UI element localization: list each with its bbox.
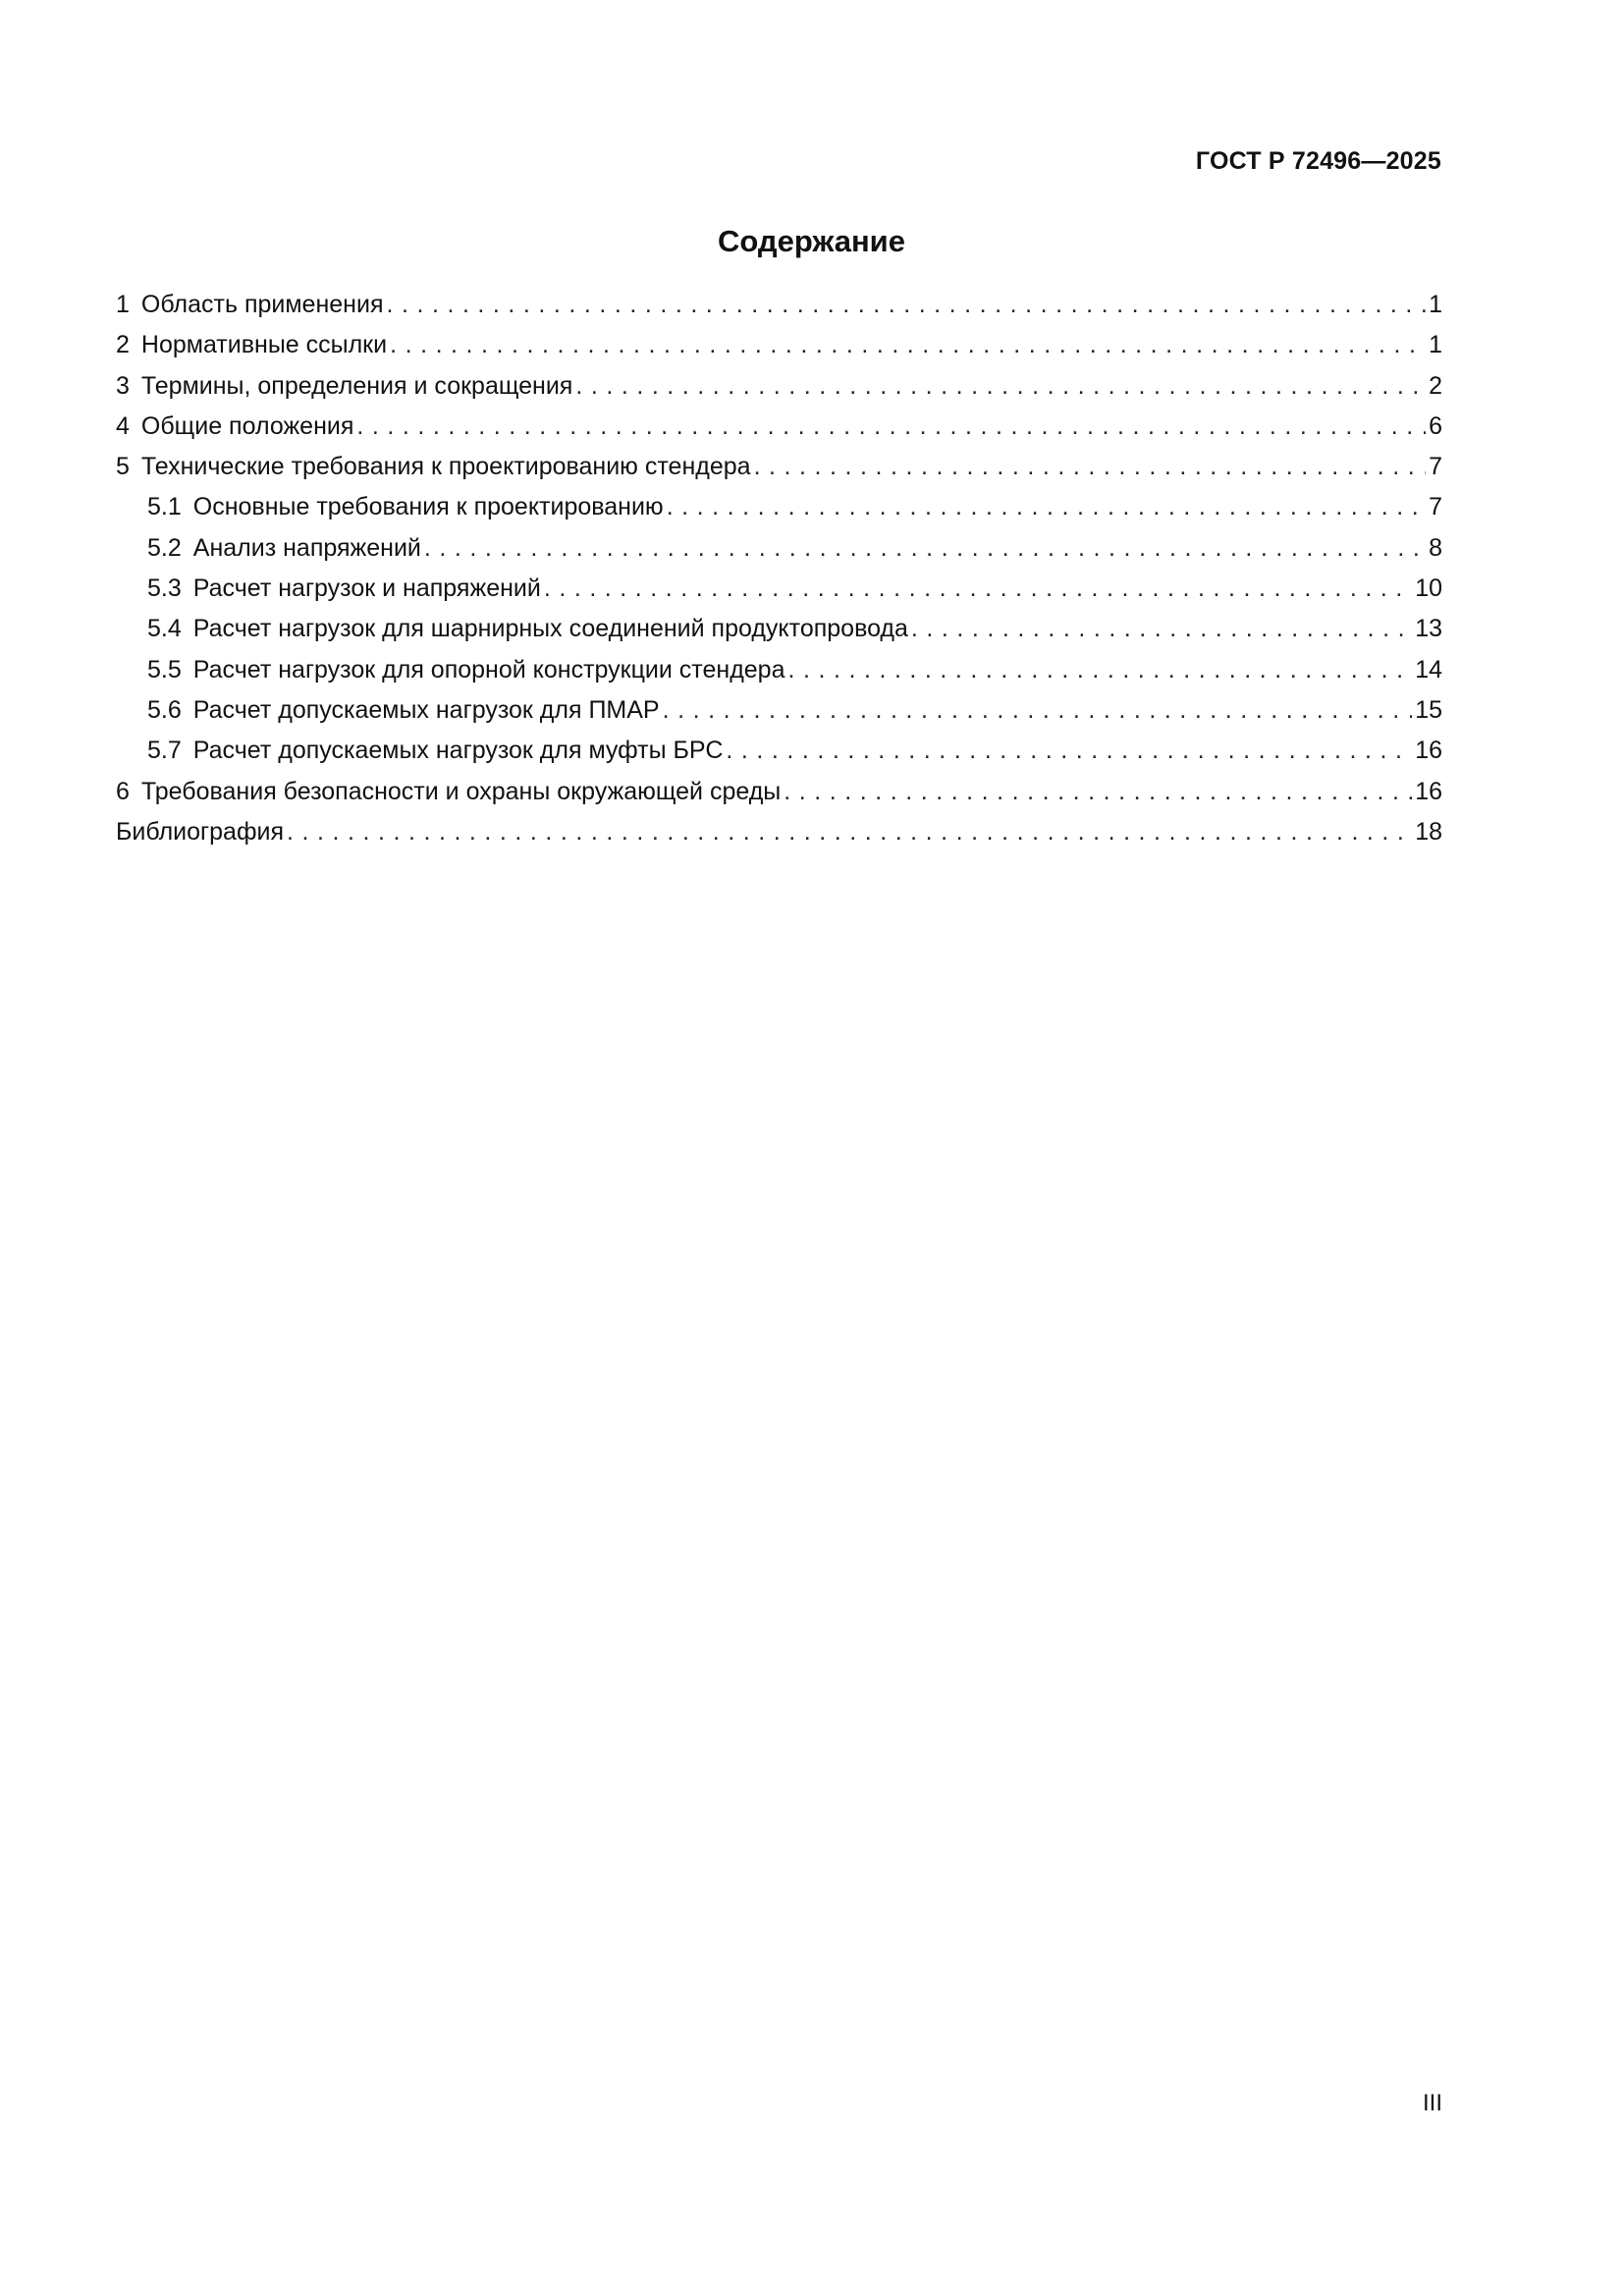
toc-entry-title: Расчет допускаемых нагрузок для ПМАР	[192, 695, 660, 724]
toc-entry[interactable]	[116, 285, 1442, 325]
toc-leader-dots	[911, 609, 1412, 649]
toc-leader-dots	[575, 366, 1426, 407]
toc-entry-page: 7	[1429, 493, 1442, 521]
toc-entry-title: Расчет допускаемых нагрузок для муфты БРС	[192, 737, 724, 765]
toc-entry-number: 5.6	[147, 695, 182, 724]
page-number: III	[1422, 2090, 1442, 2116]
toc-subentry[interactable]	[116, 690, 1442, 731]
toc-entry[interactable]	[116, 447, 1442, 487]
toc-leader-dots	[356, 407, 1426, 447]
toc-entry-number: 5	[116, 453, 130, 481]
toc-subentry[interactable]	[116, 569, 1442, 609]
toc-entry-page: 10	[1415, 574, 1442, 603]
toc-leader-dots	[788, 650, 1413, 690]
toc-leader-dots	[726, 731, 1412, 771]
toc-subentry[interactable]	[116, 528, 1442, 569]
toc-entry-title: Требования безопасности и охраны окружающей среды	[140, 777, 782, 805]
toc-title: Содержание	[718, 224, 905, 258]
table-of-contents	[116, 285, 1442, 852]
toc-entry-number: 3	[116, 371, 130, 400]
toc-entry[interactable]	[116, 366, 1442, 407]
toc-subentry[interactable]	[116, 487, 1442, 527]
toc-entry-page: 16	[1415, 777, 1442, 805]
toc-entry-number: 5.5	[147, 655, 182, 683]
toc-entry-page: 6	[1429, 411, 1442, 440]
toc-entry-page: 2	[1429, 371, 1442, 400]
toc-entry-title: Технические требования к проектированию стендера	[140, 453, 751, 481]
toc-entry-page: 16	[1415, 737, 1442, 765]
toc-entry-title: Область применения	[140, 291, 384, 318]
toc-entry-page: 15	[1415, 695, 1442, 724]
toc-leader-dots	[544, 569, 1412, 609]
toc-entry-title: Нормативные ссылки	[140, 331, 388, 359]
toc-entry-number: 4	[116, 411, 130, 440]
toc-leader-dots	[667, 487, 1426, 527]
toc-entry-title: Термины, определения и сокращения	[140, 371, 573, 400]
toc-entry-title: Анализ напряжений	[192, 533, 421, 562]
toc-entry[interactable]	[116, 325, 1442, 365]
toc-entry-title: Библиография	[116, 817, 285, 846]
toc-entry[interactable]	[116, 407, 1442, 447]
toc-entry-title: Расчет нагрузок для опорной конструкции стендера	[192, 655, 785, 683]
toc-entry-page: 1	[1429, 291, 1442, 318]
toc-entry-page: 18	[1415, 817, 1442, 846]
toc-entry-page: 1	[1429, 331, 1442, 359]
toc-entry-number: 1	[116, 291, 130, 318]
document-code: ГОСТ Р 72496—2025	[1195, 147, 1441, 175]
toc-leader-dots	[390, 325, 1426, 365]
toc-subentry[interactable]	[116, 650, 1442, 690]
toc-entry-title: Расчет нагрузок и напряжений	[192, 574, 541, 603]
toc-entry-title: Основные требования к проектированию	[192, 493, 664, 521]
toc-entry-page: 13	[1415, 615, 1442, 643]
toc-leader-dots	[386, 285, 1426, 325]
toc-entry-number: 5.2	[147, 533, 182, 562]
toc-entry-number: 5.1	[147, 493, 182, 521]
toc-leader-dots	[754, 447, 1427, 487]
toc-entry-number: 5.7	[147, 737, 182, 765]
toc-entry-number: 6	[116, 777, 130, 805]
toc-entry-bibliography[interactable]	[116, 812, 1442, 852]
toc-entry-page: 14	[1415, 655, 1442, 683]
toc-entry-number: 2	[116, 331, 130, 359]
toc-subentry[interactable]	[116, 731, 1442, 771]
toc-entry-number: 5.4	[147, 615, 182, 643]
toc-entry-title: Расчет нагрузок для шарнирных соединений продуктопровода	[192, 615, 908, 643]
toc-entry[interactable]	[116, 772, 1442, 812]
toc-entry-number: 5.3	[147, 574, 182, 603]
toc-leader-dots	[287, 812, 1412, 852]
toc-entry-page: 7	[1429, 453, 1442, 481]
toc-entry-title: Общие положения	[140, 411, 354, 440]
toc-entry-page: 8	[1429, 533, 1442, 562]
toc-leader-dots	[784, 772, 1412, 812]
toc-leader-dots	[424, 528, 1426, 569]
toc-leader-dots	[663, 690, 1413, 731]
toc-subentry[interactable]	[116, 609, 1442, 649]
